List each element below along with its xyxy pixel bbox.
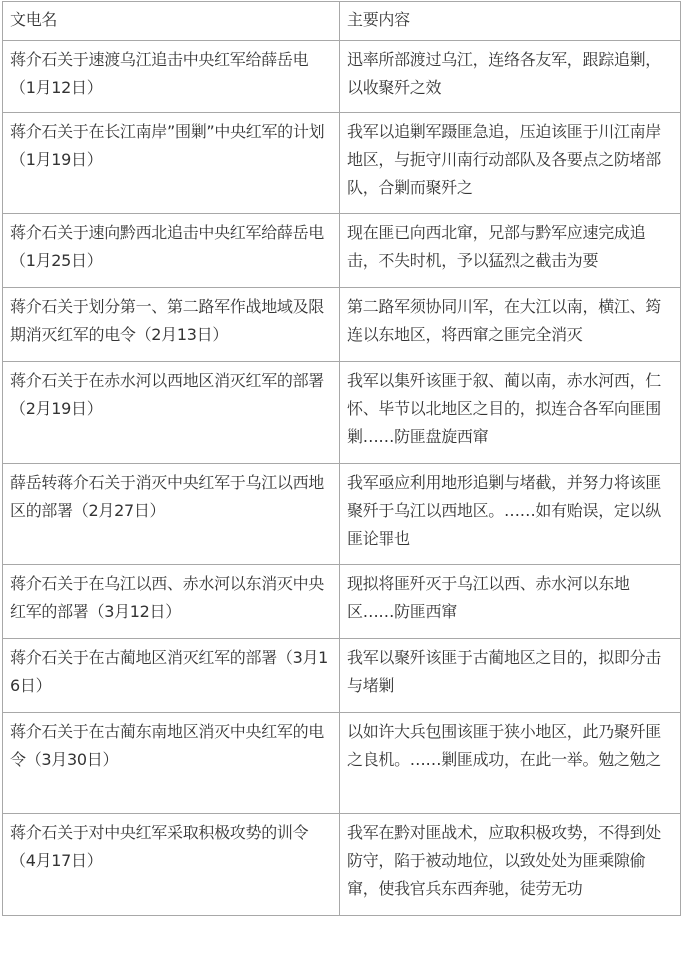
table-header-row: [3, 2, 681, 41]
main-content-cell: 我军亟应利用地形追剿与堵截，并努力将该匪聚歼于乌江以西地区。……如有贻误，定以纵匪论罪也: [340, 464, 681, 565]
table-row: [3, 814, 681, 916]
main-content-cell: 我军在黔对匪战术，应取积极攻势，不得到处防守，陷于被动地位，以致处处为匪乘隙偷窜，使我官兵东西奔驰，徒劳无功: [340, 814, 681, 916]
table-row: [3, 565, 681, 639]
document-name-cell: 蒋介石关于在乌江以西、赤水河以东消灭中央红军的部署（3月12日）: [3, 565, 340, 639]
table-row: [3, 464, 681, 565]
document-name-cell: 蒋介石关于在古蔺地区消灭红军的部署（3月16日）: [3, 639, 340, 713]
document-name-cell: 蒋介石关于划分第一、第二路军作战地域及限期消灭红军的电令（2月13日）: [3, 288, 340, 362]
main-content-cell: 迅率所部渡过乌江，连络各友军，跟踪追剿，以收聚歼之效: [340, 41, 681, 113]
table-row: [3, 214, 681, 288]
table-row: [3, 41, 681, 113]
header-main-content: 主要内容: [340, 2, 681, 41]
document-name-cell: 蒋介石关于对中央红军采取积极攻势的训令（4月17日）: [3, 814, 340, 916]
header-document-name: 文电名: [3, 2, 340, 41]
main-content-cell: 现在匪已向西北窜，兄部与黔军应速完成追击，不失时机，予以猛烈之截击为要: [340, 214, 681, 288]
main-content-cell: 我军以聚歼该匪于古蔺地区之目的，拟即分击与堵剿: [340, 639, 681, 713]
main-content-cell: 我军以追剿军蹑匪急追，压迫该匪于川江南岸地区，与扼守川南行动部队及各要点之防堵部队，合剿而聚歼之: [340, 113, 681, 214]
main-content-cell: 我军以集歼该匪于叙、蔺以南，赤水河西，仁怀、毕节以北地区之目的，拟连合各军向匪围剿……防匪盘旋西窜: [340, 362, 681, 464]
table-row: [3, 639, 681, 713]
document-table: [2, 1, 681, 916]
document-name-cell: 蒋介石关于在长江南岸”围剿”中央红军的计划（1月19日）: [3, 113, 340, 214]
table-row: [3, 113, 681, 214]
table-row: [3, 713, 681, 814]
document-name-cell: 蒋介石关于在古蔺东南地区消灭中央红军的电令（3月30日）: [3, 713, 340, 814]
main-content-cell: 以如许大兵包围该匪于狭小地区，此乃聚歼匪之良机。……剿匪成功，在此一举。勉之勉之: [340, 713, 681, 814]
document-name-cell: 薛岳转蒋介石关于消灭中央红军于乌江以西地区的部署（2月27日）: [3, 464, 340, 565]
main-content-cell: 第二路军须协同川军，在大江以南，横江、筠连以东地区，将西窜之匪完全消灭: [340, 288, 681, 362]
document-name-cell: 蒋介石关于在赤水河以西地区消灭红军的部署（2月19日）: [3, 362, 340, 464]
table-row: [3, 288, 681, 362]
document-name-cell: 蒋介石关于速向黔西北追击中央红军给薛岳电（1月25日）: [3, 214, 340, 288]
main-content-cell: 现拟将匪歼灭于乌江以西、赤水河以东地区……防匪西窜: [340, 565, 681, 639]
table-row: [3, 362, 681, 464]
document-name-cell: 蒋介石关于速渡乌江追击中央红军给薛岳电（1月12日）: [3, 41, 340, 113]
